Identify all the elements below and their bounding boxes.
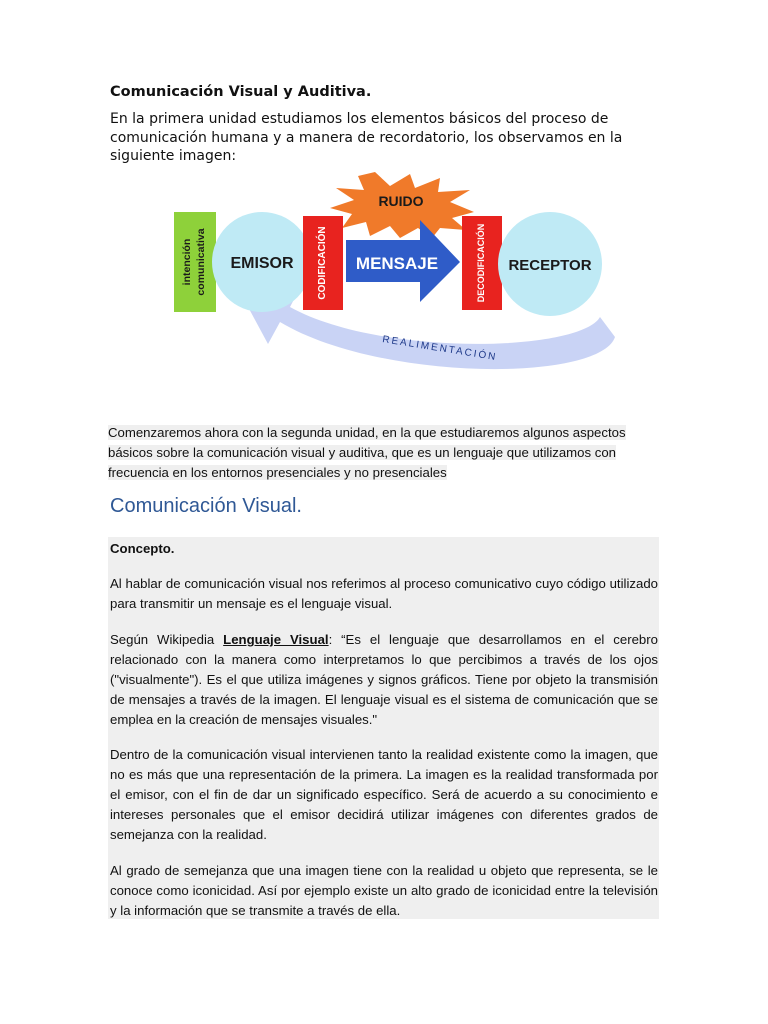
section-heading: Comunicación Visual. [110, 495, 302, 517]
emisor-label: EMISOR [230, 255, 294, 272]
paragraph-iconicity: Al grado de semejanza que una imagen tiene con la realidad u objeto que representa, se le conoce como iconicidad. Así por ejemplo existe un alto grado de iconicidad entre la televisión y la información que se transmite a través de ella. [110, 863, 658, 918]
concept-heading: Concepto. [110, 541, 175, 556]
decodificacion-label: DECODIFICACIÓN [476, 223, 486, 303]
intro-paragraph: En la primera unidad estudiamos los elementos básicos del proceso de comunicación humana y a manera de recordatorio, los observamos en la siguiente imagen: [110, 111, 623, 164]
document-title: Comunicación Visual y Auditiva. [110, 84, 372, 100]
wikipedia-quote: : “Es el lenguaje que desarrollamos en el cerebro relacionado con la manera como interpretamos lo que percibimos a través de los ojos ("visualmente"). Es el que utiliza imágenes y signos gráficos. Tiene por objeto la transmisión de mensajes a través de la imagen. El lenguaje visual es el sistema de comunicación que se emplea en la creación de mensajes visuales." [110, 632, 658, 727]
intencion-label-1: intención [181, 238, 193, 286]
paragraph-definition: Al hablar de comunicación visual nos referimos al proceso comunicativo cuyo código utilizado para transmitir un mensaje es el lenguaje visual. [110, 576, 658, 611]
lenguaje-visual-link[interactable]: Lenguaje Visual [223, 632, 329, 647]
wikipedia-prefix: Según Wikipedia [110, 632, 224, 647]
ruido-label: RUIDO [378, 193, 424, 209]
receptor-label: RECEPTOR [508, 257, 592, 274]
intencion-label-2: comunicativa [195, 228, 207, 296]
codificacion-label: CODIFICACIÓN [317, 226, 328, 300]
paragraph-reality-image: Dentro de la comunicación visual intervienen tanto la realidad existente como la imagen, que no es más que una representación de la primera. La imagen es la realidad transformada por el emisor, con el fin de dar un significado específico. Será de acuerdo a su conocimiento e intereses personales que el emisor decidirá utilizar imágenes con diferentes grados de semejanza con la realidad. [110, 747, 658, 842]
realimentacion-label: REALIMENTACIÓN [381, 334, 498, 364]
second-unit-text: Comenzaremos ahora con la segunda unidad, en la que estudiaremos algunos aspectos básicos sobre la comunicación visual y auditiva, que es un lenguaje que utilizamos con frecuencia en los entornos presenciales y no presenciales [108, 425, 626, 480]
mensaje-label: MENSAJE [355, 254, 439, 273]
second-unit-paragraph [108, 423, 648, 483]
paragraph-wikipedia [110, 630, 658, 730]
communication-diagram [170, 172, 620, 382]
